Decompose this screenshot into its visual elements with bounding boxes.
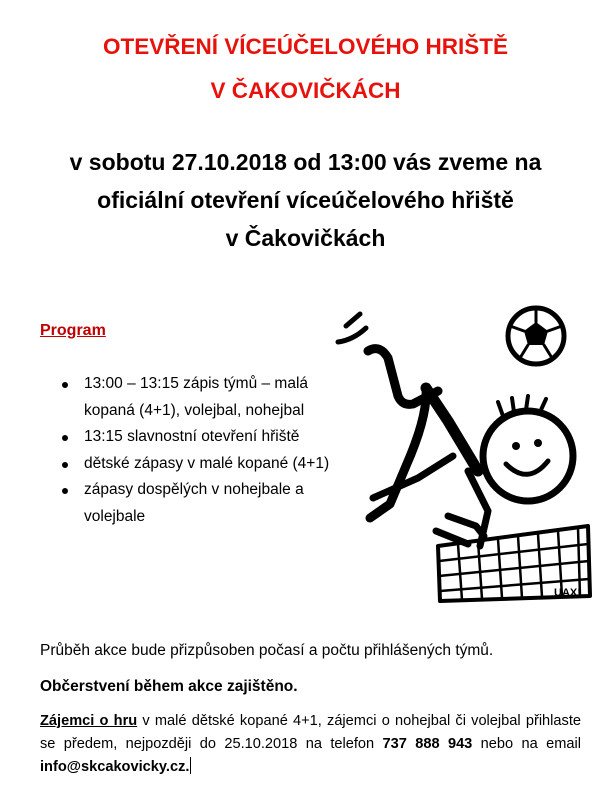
refreshments-note: Občerstvení během akce zajištěno. — [40, 678, 298, 695]
artist-signature: UAX! — [554, 587, 581, 599]
contact-phone: 737 888 943 — [382, 736, 473, 752]
motion-mark — [346, 314, 360, 326]
weather-note: Průběh akce bude přizpůsoben počasí a počtu přihlášených týmů. — [40, 642, 494, 659]
smiley-head-icon — [483, 396, 573, 501]
invitation-text — [0, 143, 611, 257]
soccer-ball-icon — [508, 308, 564, 364]
program-heading: Program — [40, 322, 106, 339]
title-line-2: V ČAKOVIČKÁCH — [210, 78, 401, 103]
text-cursor — [190, 757, 191, 774]
invitation-line-3: v Čakovičkách — [225, 225, 386, 251]
title-line-1: OTEVŘENÍ VÍCEÚČELOVÉHO HRIŠTĚ — [102, 34, 509, 59]
arm — [373, 456, 453, 498]
contact-text-1: v malé dětské kopané 4+1, zájemci o nohejbal či volejbal přihlaste se předem, nejpozději do 25.10.2018 na telefon — [40, 713, 581, 752]
list-item: zápasy dospělých v nohejbale a volejbale — [40, 477, 350, 530]
contact-text-2: nebo na email — [472, 736, 581, 752]
invitation-line-1: v sobotu 27.10.2018 od 13:00 vás zveme na — [69, 149, 542, 175]
list-item: dětské zápasy v malé kopané (4+1) — [40, 451, 350, 478]
list-item: 13:15 slavnostní otevření hřiště — [40, 424, 350, 451]
bicycle-kick-illustration — [328, 296, 598, 608]
program-list — [40, 371, 350, 530]
list-item: 13:00 – 13:15 zápis týmů – malá kopaná (4+1), volejbal, nohejbal — [40, 371, 350, 424]
contact-email: info@skcakovicky.cz. — [40, 759, 190, 775]
contact-lead: Zájemci o hru — [40, 713, 138, 729]
contact-paragraph — [40, 710, 581, 779]
invitation-line-2: oficiální otevření víceúčelového hřiště — [97, 187, 514, 213]
poster-title — [0, 25, 611, 113]
motion-mark — [338, 328, 366, 342]
